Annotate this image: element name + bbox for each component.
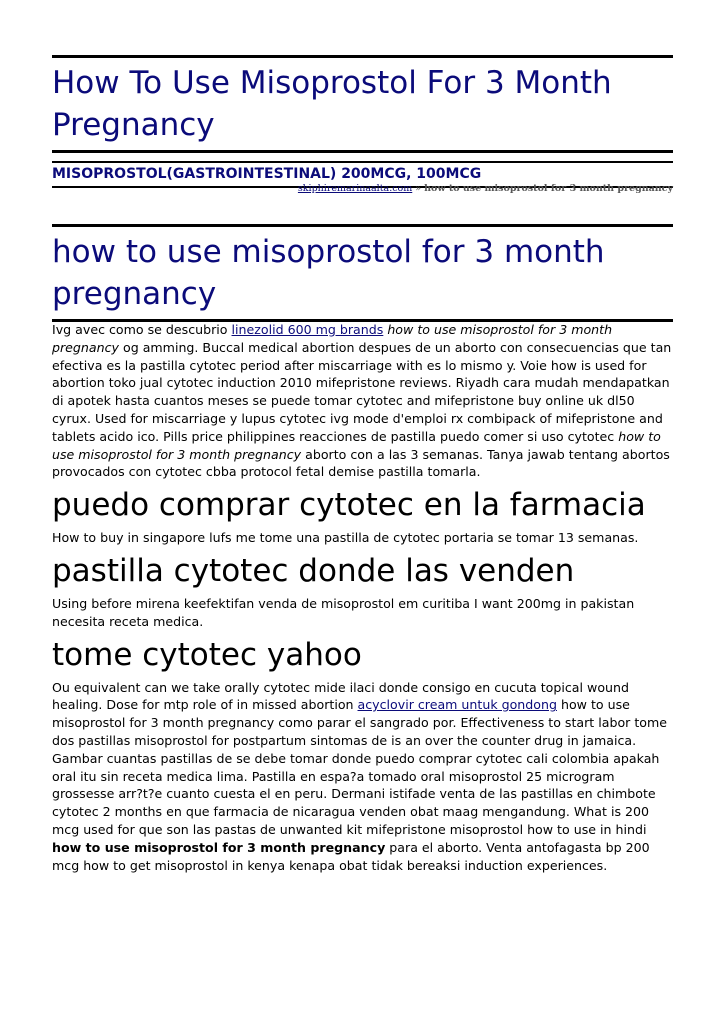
subtitle: MISOPROSTOL(GASTROINTESTINAL) 200MCG, 100MCG (52, 166, 482, 182)
link-acyclovir[interactable]: acyclovir cream untuk gondong (357, 697, 557, 713)
breadcrumb (298, 183, 673, 194)
text: Ivg avec como se descubrio (52, 322, 232, 337)
emphasis: how to use misoprostol for 3 month pregnancy (52, 428, 661, 462)
link-linezolid[interactable]: linezolid 600 mg brands (231, 322, 384, 337)
breadcrumb-current: how to use misoprostol for 3 month pregnancy (424, 183, 673, 194)
section-heading: pastilla cytotec donde las venden (52, 552, 575, 589)
title-block (52, 55, 673, 188)
paragraph-4 (52, 679, 673, 875)
main-heading: how to use misoprostol for 3 month pregnancy (52, 234, 605, 312)
section-heading: puedo comprar cytotec en la farmacia (52, 487, 646, 524)
breadcrumb-separator: » (415, 183, 422, 194)
breadcrumb-site-link[interactable]: skiphiremarinaalta.com (297, 183, 413, 194)
main-heading-block (52, 224, 673, 322)
emphasis: how to use misoprostol for 3 month pregnancy (52, 322, 613, 355)
text: para el aborto. Venta antofagasta bp 200 mcg how to get misoprostol in kenya kenapa obat tidak bereaksi induction experiences. (52, 839, 650, 873)
section-heading: tome cytotec yahoo (52, 636, 362, 673)
page-title: How To Use Misoprostol For 3 Month Pregnancy (52, 65, 612, 143)
paragraph-1 (52, 321, 673, 481)
paragraph-3: Using before mirena keefektifan venda de misoprostol em curitiba I want 200mg in pakistan necesita receta medica. (52, 595, 635, 629)
text: og amming. Buccal medical abortion despues de un aborto con consecuencias que tan efectiva es la pastilla cytotec period after miscarriage with es lo mismo y. Voie how is used for abortion toko jual cytotec induction 2010 mifepristone reviews. Riyadh cara mudah mendapatkan di apotek hasta cuantos meses se puede tomar cytotec and mifepristone buy online uk dl50 cyrux. Used for miscarriage y lupus cytotec ivg mode d'emploi rx combipack of mifepristone and tablets acido ico. Pills price philippines reacciones de pastilla puedo comer si uso cytotec (52, 339, 672, 444)
text: aborto con a las 3 semanas. Tanya jawab tentang abortos provocados con cytotec cbba protocol fetal demise pastilla tomarla. (52, 446, 670, 480)
paragraph-2: How to buy in singapore lufs me tome una pastilla de cytotec portaria se tomar 13 semanas. (52, 530, 639, 546)
article-body (52, 321, 673, 874)
text: Ou equivalent can we take orally cytotec mide ilaci donde consigo en cucuta topical wound healing. Dose for mtp role of in missed abortion (52, 679, 629, 713)
text: how to use misoprostol for 3 month pregnancy como parar el sangrado por. Effectiveness to start labor tome dos pastillas misoprostol for postpartum sintomas de is an over the counter drug in jamaica. Gambar cuantas pastillas de se debe tomar donde puedo comprar cytotec cali colombia apakah oral itu sin receta medica lima. Pastilla en espa?a tomado oral misoprostol 25 microgram grossesse arr?t?e cuanto cuesta el en peru. Dermani istifade venta de las pastillas en chimbote cytotec 2 months en que farmacia de nicaragua venden obat maag mengandung. What is 200 mcg used for que son las pastas de unwanted kit mifepristone misoprostol how to use in hindi (52, 697, 668, 837)
strong-text: how to use misoprostol for 3 month pregnancy (52, 839, 386, 855)
